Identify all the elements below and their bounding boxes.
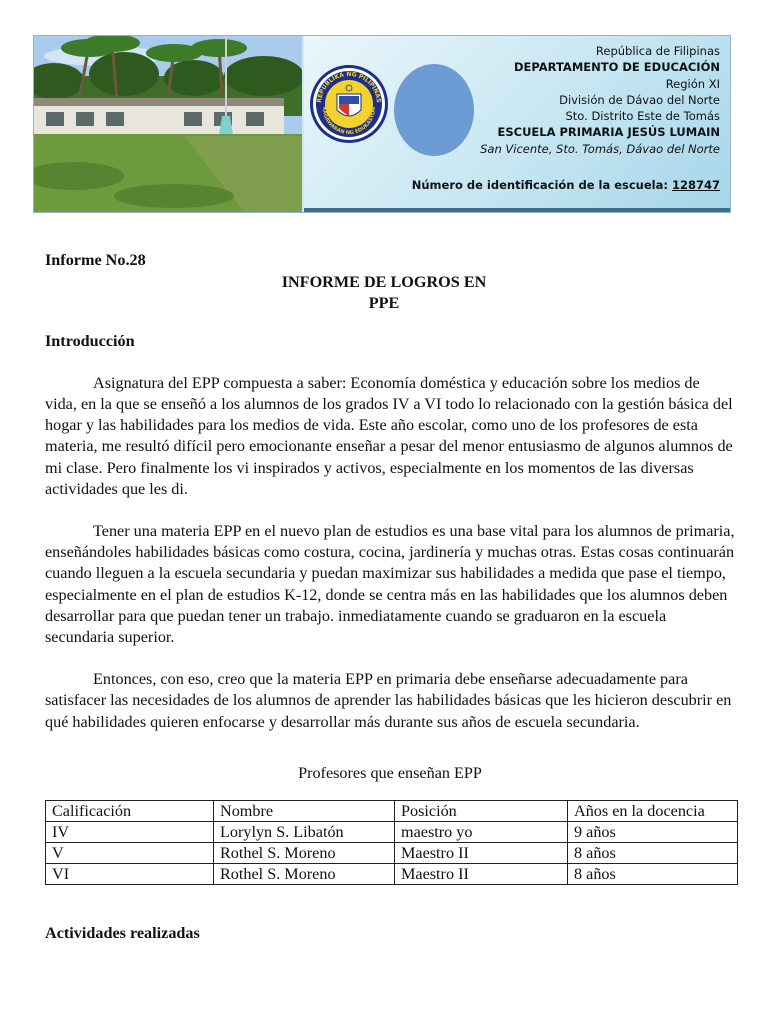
paragraph-2: Tener una materia EPP en el nuevo plan de estudios es una base vital para los alumnos de primaria, enseñándoles habilidades básicas como costura, cocina, jardinería y muchas otras. Estas cosas continuarán cuando lleguen a la escuela secundaria y puedan maximizar sus habilidades a medida que pase el tiempo, especialmente en el plan de estudios K-12, donde se centra más en las habilidades que los alumnos deben desarrollar para que puedan tener un trabajo. inmediatamente cuando se graduaron en la escuela secundaria superior. — [45, 522, 735, 647]
cell-position: Maestro II — [395, 843, 568, 864]
activities-heading: Actividades realizadas — [45, 924, 200, 943]
letterhead — [33, 35, 731, 213]
school-id-label: Número de identificación de la escuela: — [411, 178, 668, 192]
department-label: DEPARTAMENTO DE EDUCACIÓN — [513, 60, 720, 75]
cell-name: Rothel S. Moreno — [214, 843, 395, 864]
intro-heading: Introducción — [45, 331, 135, 350]
table-row — [46, 822, 738, 843]
cell-grade: VI — [46, 864, 214, 885]
school-id-line — [412, 178, 720, 192]
paragraph-3: Entonces, con eso, creo que la materia EPP en primaria debe enseñarse adecuadamente para satisfacer las necesidades de los alumnos de aprender las habilidades básicas que les hicieron descubrir en qué habilidades quieren enfocarse y desarrollar más durante sus años de escuela secundaria. — [45, 670, 732, 731]
school-id-value: 128747 — [671, 178, 720, 192]
table-row — [46, 843, 738, 864]
header-years: Años en la docencia — [568, 801, 738, 822]
header-grade: Calificación — [46, 801, 214, 822]
school-address: San Vicente, Sto. Tomás, Dávao del Norte — [480, 141, 720, 156]
letterhead-panel — [302, 36, 731, 212]
header-name: Nombre — [214, 801, 395, 822]
school-photo — [34, 36, 302, 212]
paragraph-1: Asignatura del EPP compuesta a saber: Economía doméstica y educación sobre los medios de vida, en la que se enseñó a los alumnos de los grados IV a VI todo lo relacionado con la gestión básica del hogar y las habilidades para los medios de vida. Este año escolar, como uno de los profesores de esta materia, me resultó difícil pero emocionante enseñar a pesar del menor entusiasmo de algunos alumnos de mi clase. Pero finalmente los vi inspirados y activos, especialmente en los momentos de las diversas actividades que les di. — [45, 373, 733, 498]
school-logo-placeholder — [394, 64, 474, 156]
letterhead-text — [480, 43, 720, 157]
region-label: Región XI — [665, 76, 720, 91]
school-name: ESCUELA PRIMARIA JESÚS LUMAIN — [497, 125, 720, 140]
republic-label: República de Filipinas — [595, 44, 720, 58]
table-header-row — [46, 801, 738, 822]
cell-position: Maestro II — [395, 864, 568, 885]
deped-seal-logo — [309, 64, 389, 144]
cell-years: 9 años — [568, 822, 738, 843]
table-row — [46, 864, 738, 885]
table-caption: Profesores que enseñan EPP — [298, 763, 482, 782]
cell-grade: IV — [46, 822, 214, 843]
school-building-image — [34, 36, 302, 212]
header-position: Posición — [395, 801, 568, 822]
report-title-line1: INFORME DE LOGROS EN — [281, 273, 487, 292]
teachers-table — [45, 800, 738, 885]
cell-years: 8 años — [568, 843, 738, 864]
district-label: Sto. Distrito Este de Tomás — [565, 109, 720, 124]
cell-position: maestro yo — [395, 822, 568, 843]
report-number: Informe No.28 — [45, 251, 146, 269]
svg-text:KAGAWARAN NG EDUKASYON: KAGAWARAN NG EDUKASYON — [320, 106, 378, 137]
cell-name: Rothel S. Moreno — [214, 864, 395, 885]
cell-name: Lorylyn S. Libatón — [214, 822, 395, 843]
cell-years: 8 años — [568, 864, 738, 885]
cell-grade: V — [46, 843, 214, 864]
report-body — [45, 250, 735, 944]
svg-text:REPUBLIKA NG PILIPINAS: REPUBLIKA NG PILIPINAS — [315, 70, 383, 104]
division-label: División de Dávao del Norte — [559, 92, 720, 107]
report-title-line2: PPE — [368, 294, 400, 313]
